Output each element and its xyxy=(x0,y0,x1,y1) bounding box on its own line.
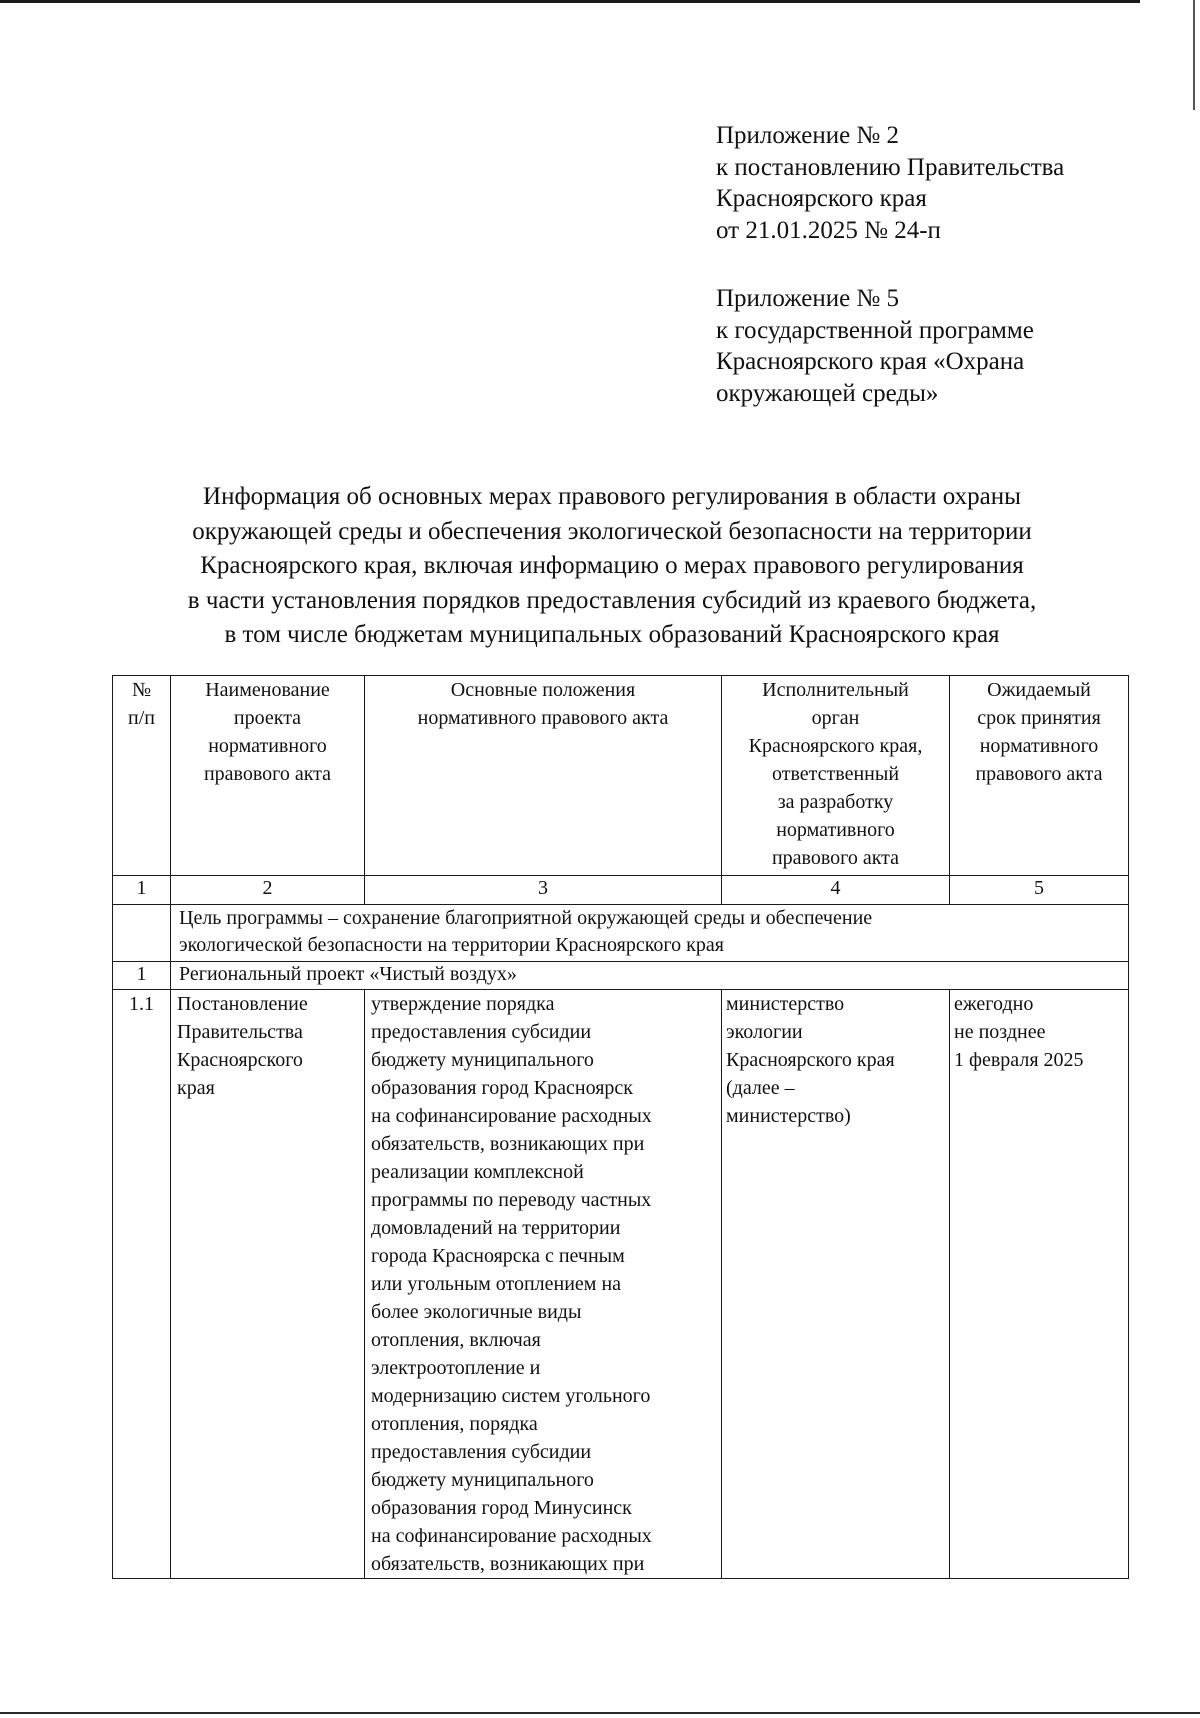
header-line: ответственный xyxy=(771,763,900,785)
organ-line: (далее – xyxy=(726,1077,795,1099)
header-line: правового акта xyxy=(771,847,900,869)
act-name xyxy=(171,990,365,1579)
header-line: Наименование xyxy=(205,679,330,701)
expected-term xyxy=(950,990,1129,1579)
header-line: правового акта xyxy=(975,763,1103,785)
header-line: Основные положения xyxy=(450,679,636,701)
term-line: не позднее xyxy=(954,1021,1046,1043)
column-number: 5 xyxy=(950,876,1129,905)
provision-line: бюджету муниципального xyxy=(371,1469,594,1491)
header-line: нормативного xyxy=(208,735,327,757)
provision-line: отопления, порядка xyxy=(371,1413,538,1435)
table-row xyxy=(113,990,1129,1579)
annex-line: от 21.01.2025 № 24-п xyxy=(716,216,941,244)
annex-line: к государственной программе xyxy=(716,316,1034,344)
term-line: 1 февраля 2025 xyxy=(954,1049,1084,1071)
header-line: Ожидаемый xyxy=(987,679,1091,701)
column-number: 2 xyxy=(171,876,365,905)
annex-line: Приложение № 2 xyxy=(716,122,900,149)
act-name-line: Правительства xyxy=(177,1021,303,1043)
goal-line: экологической безопасности на территории Красноярского края xyxy=(179,934,724,956)
program-goal xyxy=(171,905,1129,962)
header-cell-term xyxy=(950,676,1129,876)
organ-line: Красноярского края xyxy=(726,1049,895,1071)
organ-line: министерство) xyxy=(726,1105,851,1127)
provision-line: электроотопление и xyxy=(371,1357,541,1379)
header-line: орган xyxy=(811,707,860,729)
header-line: нормативного правового акта xyxy=(417,707,669,729)
provision-line: на софинансирование расходных xyxy=(371,1105,652,1127)
act-name-line: Красноярского xyxy=(177,1049,303,1071)
header-line: за разработку xyxy=(777,791,894,813)
header-line: срок принятия xyxy=(977,707,1101,729)
annex-line: к постановлению Правительства xyxy=(716,153,1065,181)
header-line: Исполнительный xyxy=(762,679,909,701)
goal-number-cell xyxy=(113,905,171,962)
provision-line: более экологичные виды xyxy=(371,1301,582,1323)
provision-line: предоставления субсидии xyxy=(371,1021,592,1043)
title-line: окружающей среды и обеспечения экологической безопасности на территории xyxy=(192,517,1032,545)
provision-line: модернизацию систем угольного xyxy=(371,1385,651,1407)
project-row xyxy=(113,962,1129,990)
act-name-line: края xyxy=(177,1077,215,1099)
header-cell-name xyxy=(171,676,365,876)
annex-header-5 xyxy=(716,283,1034,409)
header-line: проекта xyxy=(233,707,302,729)
column-number: 3 xyxy=(365,876,722,905)
responsible-organ xyxy=(722,990,950,1579)
document-title xyxy=(120,480,1104,653)
title-line: Красноярского края, включая информацию о мерах правового регулирования xyxy=(200,552,1024,579)
act-provisions xyxy=(365,990,722,1579)
provision-line: на софинансирование расходных xyxy=(371,1525,652,1547)
header-line: п/п xyxy=(128,707,155,729)
provision-line: реализации комплексной xyxy=(371,1161,584,1183)
annex-line: Приложение № 5 xyxy=(716,285,900,312)
provision-line: домовладений на территории xyxy=(371,1217,621,1239)
provision-line: обязательств, возникающих при xyxy=(371,1133,645,1155)
title-line: в том числе бюджетам муниципальных образований Красноярского края xyxy=(224,621,1000,648)
measures-table xyxy=(112,675,1129,1579)
table-header-row xyxy=(113,676,1129,876)
title-line: Информация об основных мерах правового регулирования в области охраны xyxy=(203,483,1021,510)
annex-line: окружающей среды» xyxy=(716,379,939,407)
scan-border-top xyxy=(0,0,1140,3)
header-cell-number xyxy=(113,676,171,876)
title-line: в части установления порядков предоставления субсидий из краевого бюджета, xyxy=(187,586,1037,614)
program-goal-row xyxy=(113,905,1129,962)
organ-line: экологии xyxy=(726,1021,803,1043)
column-number-row xyxy=(113,876,1129,905)
provision-line: обязательств, возникающих при xyxy=(371,1553,645,1575)
annex-line: Красноярского края xyxy=(716,185,927,212)
scan-border-bottom xyxy=(0,1712,1200,1714)
header-line: нормативного xyxy=(776,819,895,841)
column-number: 4 xyxy=(722,876,950,905)
header-line: Красноярского края, xyxy=(748,735,923,757)
provision-line: отопления, включая xyxy=(371,1329,541,1351)
header-line: № xyxy=(131,679,152,701)
act-name-line: Постановление xyxy=(177,993,308,1015)
provision-line: образования город Красноярск xyxy=(371,1077,634,1099)
provision-line: бюджету муниципального xyxy=(371,1049,594,1071)
organ-line: министерство xyxy=(726,993,845,1015)
header-cell-organ xyxy=(722,676,950,876)
project-number: 1 xyxy=(113,962,171,990)
annex-header-2 xyxy=(716,120,1064,246)
provision-line: города Красноярска с печным xyxy=(371,1245,625,1267)
term-line: ежегодно xyxy=(954,993,1034,1015)
provision-line: или угольным отоплением на xyxy=(371,1273,622,1295)
column-number: 1 xyxy=(113,876,171,905)
scan-border-right xyxy=(1193,0,1195,110)
row-number: 1.1 xyxy=(113,990,171,1579)
provision-line: предоставления субсидии xyxy=(371,1441,592,1463)
header-cell-provisions xyxy=(365,676,722,876)
provision-line: образования город Минусинск xyxy=(371,1497,632,1519)
header-line: нормативного xyxy=(979,735,1099,757)
provision-line: программы по переводу частных xyxy=(371,1189,652,1211)
annex-line: Красноярского края «Охрана xyxy=(716,348,1025,375)
project-name: Региональный проект «Чистый воздух» xyxy=(171,962,1129,990)
provision-line: утверждение порядка xyxy=(371,993,555,1015)
goal-line: Цель программы – сохранение благоприятной окружающей среды и обеспечение xyxy=(179,907,873,929)
header-line: правового акта xyxy=(203,763,332,785)
